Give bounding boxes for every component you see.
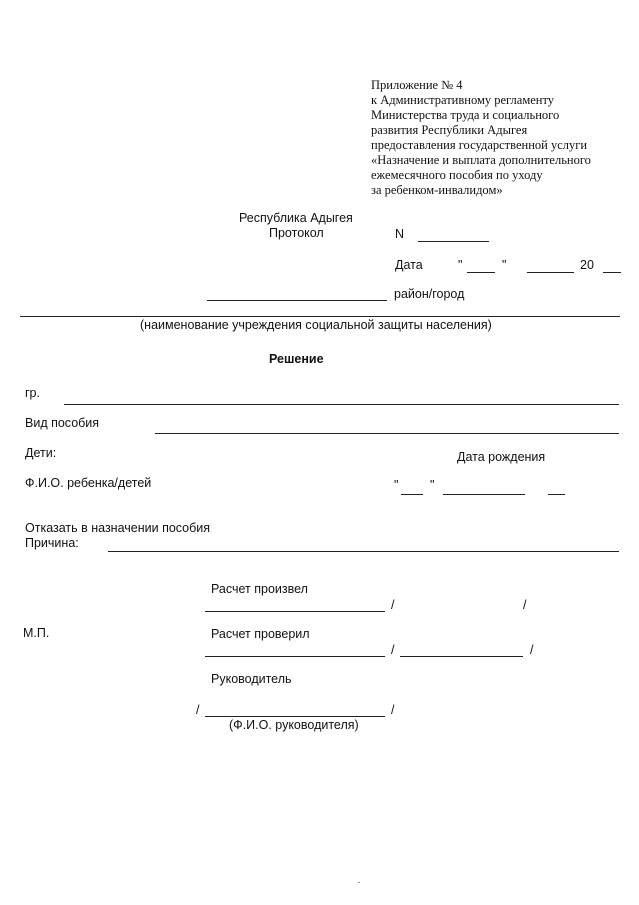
- date-label: Дата: [395, 258, 423, 272]
- birth-month-line[interactable]: [443, 494, 525, 495]
- date-day-line[interactable]: [467, 272, 495, 273]
- appendix-line: Приложение № 4: [371, 78, 463, 92]
- date-year-line[interactable]: [603, 272, 621, 273]
- protocol-number-label: N: [395, 227, 405, 241]
- refuse-label: Отказать в назначении пособия: [25, 521, 211, 535]
- calc-checked-slash-end: /: [530, 643, 534, 657]
- benefit-type-label: Вид пособия: [25, 416, 100, 430]
- date-year-prefix: 20: [580, 258, 594, 272]
- head-label: Руководитель: [211, 672, 292, 686]
- date-quote-open: ": [458, 258, 463, 272]
- calc-made-label: Расчет произвел: [211, 582, 308, 596]
- citizen-line[interactable]: [64, 404, 619, 405]
- head-caption: (Ф.И.О. руководителя): [229, 718, 359, 732]
- appendix-line: развития Республики Адыгея: [371, 123, 528, 137]
- appendix-line: за ребенком-инвалидом»: [371, 183, 503, 197]
- appendix-line: к Административному регламенту: [371, 93, 555, 107]
- child-name-label: Ф.И.О. ребенка/детей: [25, 476, 152, 490]
- birth-quote-open: ": [394, 478, 399, 492]
- appendix-line: «Назначение и выплата дополнительного: [371, 153, 591, 167]
- district-line[interactable]: [207, 300, 387, 301]
- scan-speck: [358, 882, 360, 883]
- birth-year-line[interactable]: [548, 494, 565, 495]
- children-label: Дети:: [25, 446, 57, 460]
- appendix-line: предоставления государственной услуги: [371, 138, 588, 152]
- republic-label: Республика Адыгея: [239, 211, 353, 225]
- citizen-label: гр.: [25, 386, 40, 400]
- benefit-type-line[interactable]: [155, 433, 619, 434]
- appendix-block: [371, 78, 591, 198]
- appendix-line: ежемесячного пособия по уходу: [371, 168, 543, 182]
- head-slash-end: /: [391, 703, 395, 717]
- calc-checked-name-line[interactable]: [400, 656, 523, 657]
- institution-line[interactable]: [20, 316, 620, 317]
- appendix-line: Министерства труда и социального: [371, 108, 560, 122]
- calc-made-slash-end: /: [523, 598, 527, 612]
- birth-date-label: Дата рождения: [457, 450, 546, 464]
- protocol-number-line[interactable]: [418, 241, 489, 242]
- protocol-label: Протокол: [269, 226, 324, 240]
- birth-quote-close: ": [430, 478, 435, 492]
- reason-label: Причина:: [25, 536, 79, 550]
- calc-made-signature-line[interactable]: [205, 611, 385, 612]
- reason-line[interactable]: [108, 551, 619, 552]
- date-month-line[interactable]: [527, 272, 574, 273]
- district-label: район/город: [394, 287, 465, 301]
- head-name-line[interactable]: [205, 716, 385, 717]
- date-quote-close: ": [502, 258, 507, 272]
- calc-checked-slash: /: [391, 643, 395, 657]
- head-slash-start: /: [196, 703, 200, 717]
- stamp-label: М.П.: [23, 626, 50, 640]
- calc-checked-label: Расчет проверил: [211, 627, 310, 641]
- calc-checked-signature-line[interactable]: [205, 656, 385, 657]
- birth-day-line[interactable]: [401, 494, 423, 495]
- calc-made-slash: /: [391, 598, 395, 612]
- decision-title: Решение: [269, 352, 324, 366]
- institution-caption: (наименование учреждения социальной защиты населения): [140, 318, 492, 332]
